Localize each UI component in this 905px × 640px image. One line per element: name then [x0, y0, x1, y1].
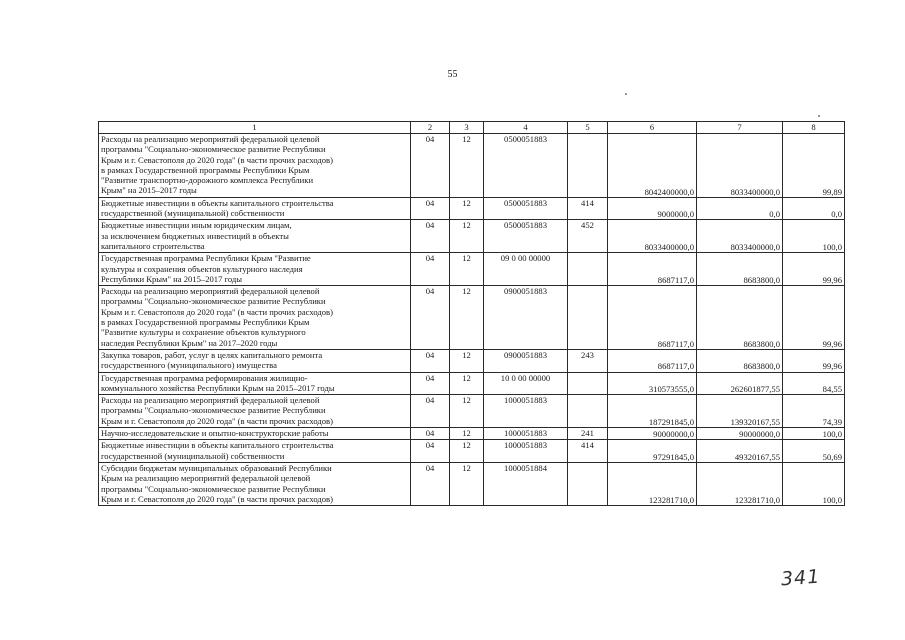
executed-amount-cell: 8033400000,0	[697, 134, 783, 198]
planned-amount-cell: 8687117,0	[608, 253, 697, 286]
table-row	[99, 462, 845, 505]
header-cell: 8	[783, 122, 845, 134]
executed-amount-cell: 262601877,55	[697, 372, 783, 395]
target-article-cell: 1000051883	[484, 395, 568, 428]
executed-amount-cell: 139320167,55	[697, 395, 783, 428]
section-code-cell: 04	[411, 253, 450, 286]
budget-table	[98, 121, 845, 506]
planned-amount-cell: 8042400000,0	[608, 134, 697, 198]
section-code-cell: 04	[411, 286, 450, 350]
header-cell: 2	[411, 122, 450, 134]
header-cell: 1	[99, 122, 411, 134]
executed-amount-cell: 49320167,55	[697, 440, 783, 463]
execution-percent-cell: 0,0	[783, 197, 845, 220]
table-body	[99, 122, 845, 506]
table-row	[99, 220, 845, 253]
executed-amount-cell: 8683800,0	[697, 286, 783, 350]
row-name-cell: Расходы на реализацию мероприятий федеральной целевой программы "Социально-экономическое развитие Республики Крым и г. Севастополя до 2020 года" (в части прочих расходов)	[99, 395, 411, 428]
header-cell: 3	[450, 122, 484, 134]
execution-percent-cell: 84,55	[783, 372, 845, 395]
table-row	[99, 428, 845, 440]
row-name-cell: Бюджетные инвестиции иным юридическим лицам, за исключением бюджетных инвестиций в объекты капитального строительства	[99, 220, 411, 253]
table-row	[99, 372, 845, 395]
section-code-cell: 04	[411, 220, 450, 253]
target-article-cell: 1000051884	[484, 462, 568, 505]
planned-amount-cell: 90000000,0	[608, 428, 697, 440]
target-article-cell: 0500051883	[484, 197, 568, 220]
handwritten-page-number: 341	[780, 565, 821, 591]
execution-percent-cell: 74,39	[783, 395, 845, 428]
scan-speck	[625, 93, 627, 95]
table-row	[99, 349, 845, 372]
subsection-code-cell: 12	[450, 349, 484, 372]
execution-percent-cell: 100,0	[783, 428, 845, 440]
subsection-code-cell: 12	[450, 253, 484, 286]
table-row	[99, 395, 845, 428]
planned-amount-cell: 9000000,0	[608, 197, 697, 220]
target-article-cell: 0900051883	[484, 349, 568, 372]
section-code-cell: 04	[411, 462, 450, 505]
target-article-cell: 1000051883	[484, 428, 568, 440]
header-cell: 6	[608, 122, 697, 134]
expense-type-cell: 243	[568, 349, 608, 372]
row-name-cell: Бюджетные инвестиции в объекты капитального строительства государственной (муниципальной) собственности	[99, 440, 411, 463]
table-row	[99, 134, 845, 198]
execution-percent-cell: 99,96	[783, 349, 845, 372]
expense-type-cell: 414	[568, 440, 608, 463]
subsection-code-cell: 12	[450, 286, 484, 350]
section-code-cell: 04	[411, 428, 450, 440]
execution-percent-cell: 99,96	[783, 286, 845, 350]
table-row	[99, 197, 845, 220]
expense-type-cell	[568, 134, 608, 198]
subsection-code-cell: 12	[450, 197, 484, 220]
executed-amount-cell: 8683800,0	[697, 253, 783, 286]
expense-type-cell	[568, 253, 608, 286]
subsection-code-cell: 12	[450, 134, 484, 198]
executed-amount-cell: 8683800,0	[697, 349, 783, 372]
section-code-cell: 04	[411, 349, 450, 372]
row-name-cell: Государственная программа Республики Крым "Развитие культуры и сохранения объектов культурного наследия Республики Крым" на 2015–2017 годы	[99, 253, 411, 286]
page-number: 55	[447, 69, 458, 80]
subsection-code-cell: 12	[450, 220, 484, 253]
expense-type-cell	[568, 372, 608, 395]
expense-type-cell: 241	[568, 428, 608, 440]
subsection-code-cell: 12	[450, 440, 484, 463]
target-article-cell: 0500051883	[484, 220, 568, 253]
header-cell: 4	[484, 122, 568, 134]
row-name-cell: Расходы на реализацию мероприятий федеральной целевой программы "Социально-экономическое развитие Республики Крым и г. Севастополя до 2020 года" (в части прочих расходов) в рамках Государственной программы Республики Крым "Развитие культуры и сохранение объектов культурного наследия Республики Крым" на 2017–2020 годы	[99, 286, 411, 350]
executed-amount-cell: 0,0	[697, 197, 783, 220]
planned-amount-cell: 8687117,0	[608, 286, 697, 350]
header-cell: 5	[568, 122, 608, 134]
execution-percent-cell: 99,96	[783, 253, 845, 286]
subsection-code-cell: 12	[450, 428, 484, 440]
row-name-cell: Расходы на реализацию мероприятий федеральной целевой программы "Социально-экономическое развитие Республики Крым и г. Севастополя до 2020 года" (в части прочих расходов) в рамках Государственной программы Республики Крым "Развитие транспортно-дорожного комплекса Республики Крым" на 2015–2017 годы	[99, 134, 411, 198]
scan-speck	[818, 115, 820, 117]
section-code-cell: 04	[411, 197, 450, 220]
table-header-row	[99, 122, 845, 134]
subsection-code-cell: 12	[450, 462, 484, 505]
expense-type-cell	[568, 395, 608, 428]
planned-amount-cell: 97291845,0	[608, 440, 697, 463]
executed-amount-cell: 8033400000,0	[697, 220, 783, 253]
row-name-cell: Субсидии бюджетам муниципальных образований Республики Крым на реализацию мероприятий федеральной целевой программы "Социально-экономическое развитие Республики Крым и г. Севастополя до 2020 года" (в части прочих расходов)	[99, 462, 411, 505]
expense-type-cell	[568, 462, 608, 505]
row-name-cell: Закупка товаров, работ, услуг в целях капитального ремонта государственного (муниципального) имущества	[99, 349, 411, 372]
planned-amount-cell: 8687117,0	[608, 349, 697, 372]
planned-amount-cell: 187291845,0	[608, 395, 697, 428]
header-cell: 7	[697, 122, 783, 134]
target-article-cell: 0900051883	[484, 286, 568, 350]
planned-amount-cell: 123281710,0	[608, 462, 697, 505]
section-code-cell: 04	[411, 134, 450, 198]
table-row	[99, 253, 845, 286]
execution-percent-cell: 100,0	[783, 220, 845, 253]
execution-percent-cell: 100,0	[783, 462, 845, 505]
planned-amount-cell: 310573555,0	[608, 372, 697, 395]
row-name-cell: Государственная программа реформирования жилищно- коммунального хозяйства Республики Крым на 2015–2017 годы	[99, 372, 411, 395]
target-article-cell: 10 0 00 00000	[484, 372, 568, 395]
row-name-cell: Бюджетные инвестиции в объекты капитального строительства государственной (муниципальной) собственности	[99, 197, 411, 220]
target-article-cell: 09 0 00 00000	[484, 253, 568, 286]
section-code-cell: 04	[411, 372, 450, 395]
execution-percent-cell: 50,69	[783, 440, 845, 463]
executed-amount-cell: 90000000,0	[697, 428, 783, 440]
expense-type-cell	[568, 286, 608, 350]
table-row	[99, 440, 845, 463]
row-name-cell: Научно-исследовательские и опытно-конструкторские работы	[99, 428, 411, 440]
subsection-code-cell: 12	[450, 372, 484, 395]
subsection-code-cell: 12	[450, 395, 484, 428]
planned-amount-cell: 8033400000,0	[608, 220, 697, 253]
expense-type-cell: 452	[568, 220, 608, 253]
target-article-cell: 0500051883	[484, 134, 568, 198]
executed-amount-cell: 123281710,0	[697, 462, 783, 505]
table-row	[99, 286, 845, 350]
expense-type-cell: 414	[568, 197, 608, 220]
section-code-cell: 04	[411, 440, 450, 463]
target-article-cell: 1000051883	[484, 440, 568, 463]
execution-percent-cell: 99,89	[783, 134, 845, 198]
section-code-cell: 04	[411, 395, 450, 428]
